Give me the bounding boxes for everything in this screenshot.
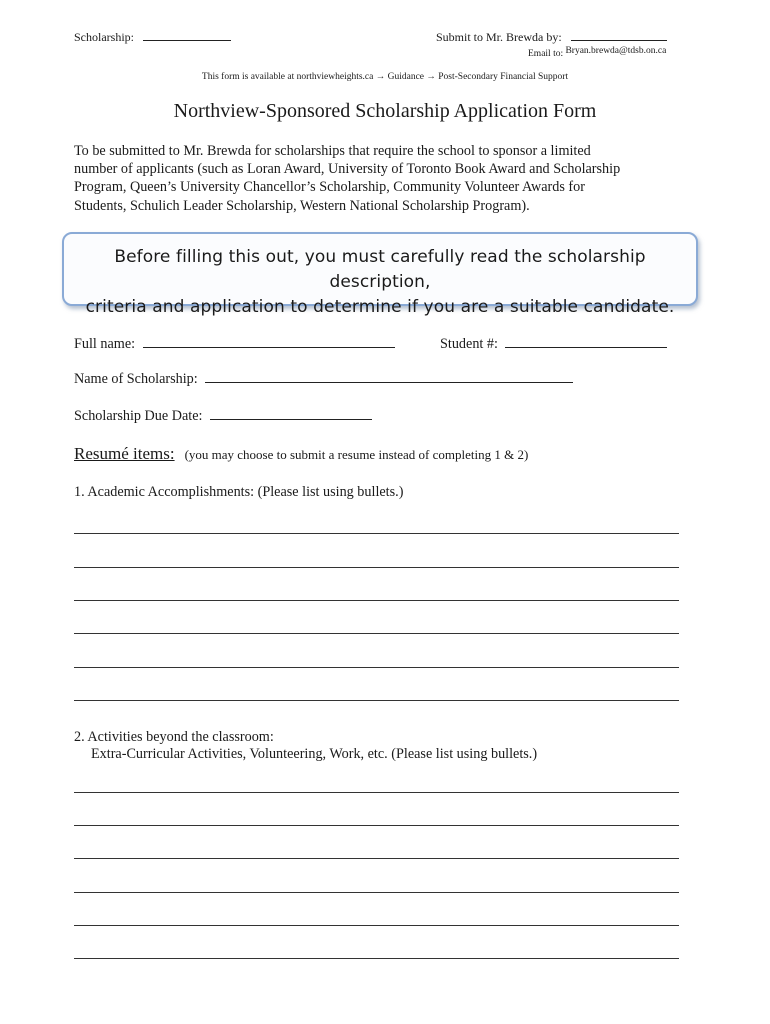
scholarship-name-field: [74, 371, 573, 388]
answer-line[interactable]: [74, 667, 679, 668]
answer-line[interactable]: [74, 633, 679, 634]
answer-line[interactable]: [74, 958, 679, 959]
full-name-label: Full name:: [74, 336, 136, 352]
scholarship-name-input[interactable]: [205, 381, 573, 383]
email-label: Email to:: [528, 49, 564, 59]
intro-paragraph: [74, 142, 704, 215]
resume-heading-row: [74, 444, 528, 464]
intro-line: To be submitted to Mr. Brewda for scholarships that require the school to sponsor a limited: [74, 143, 591, 159]
answer-line[interactable]: [74, 792, 679, 793]
section-2-heading: 2. Activities beyond the classroom:: [74, 729, 274, 745]
student-number-input[interactable]: [505, 346, 667, 348]
intro-line: number of applicants (such as Loran Award, University of Toronto Book Award and Scholarship: [74, 161, 621, 178]
answer-line[interactable]: [74, 925, 679, 926]
student-number-field: [440, 336, 667, 353]
callout-line: Before filling this out, you must carefully read the scholarship description,: [114, 247, 646, 292]
callout-line: criteria and application to determine if you are a suitable candidate.: [85, 297, 675, 317]
submit-by-blank[interactable]: [571, 39, 667, 41]
answer-line[interactable]: [74, 825, 679, 826]
intro-line: Program, Queen’s University Chancellor’s Scholarship, Community Volunteer Awards for: [74, 179, 585, 196]
resume-note: (you may choose to submit a resume instead of completing 1 & 2): [184, 447, 529, 462]
availability-note: This form is available at northviewheights.ca → Guidance → Post-Secondary Financial Support: [201, 72, 569, 82]
scholarship-label: Scholarship:: [74, 30, 134, 44]
answer-line[interactable]: [74, 700, 679, 701]
intro-line: Students, Schulich Leader Scholarship, Western National Scholarship Program).: [74, 197, 530, 214]
full-name-input[interactable]: [143, 346, 395, 348]
due-date-field: [74, 408, 372, 425]
student-number-label: Student #:: [440, 336, 498, 352]
full-name-field: [74, 336, 395, 353]
answer-line[interactable]: [74, 858, 679, 859]
scholarship-blank[interactable]: [143, 39, 231, 41]
warning-callout: [62, 232, 698, 317]
email-row: [528, 46, 667, 59]
answer-line[interactable]: [74, 567, 679, 568]
due-date-input[interactable]: [210, 418, 372, 420]
answer-line[interactable]: [74, 892, 679, 893]
page-title: Northview-Sponsored Scholarship Application Form: [173, 100, 597, 122]
email-value[interactable]: Bryan.brewda@tdsb.on.ca: [565, 46, 667, 56]
answer-line[interactable]: [74, 600, 679, 601]
submit-by-label: Submit to Mr. Brewda by:: [436, 30, 562, 44]
scholarship-header: [74, 30, 231, 45]
submit-by-header: [436, 30, 667, 45]
resume-heading: Resumé items:: [74, 444, 175, 463]
due-date-label: Scholarship Due Date:: [74, 408, 203, 424]
section-1-heading: 1. Academic Accomplishments: (Please list using bullets.): [74, 484, 404, 500]
section-2-subheading: Extra-Curricular Activities, Volunteering, Work, etc. (Please list using bullets.): [91, 746, 538, 762]
answer-line[interactable]: [74, 533, 679, 534]
scholarship-name-label: Name of Scholarship:: [74, 371, 198, 387]
